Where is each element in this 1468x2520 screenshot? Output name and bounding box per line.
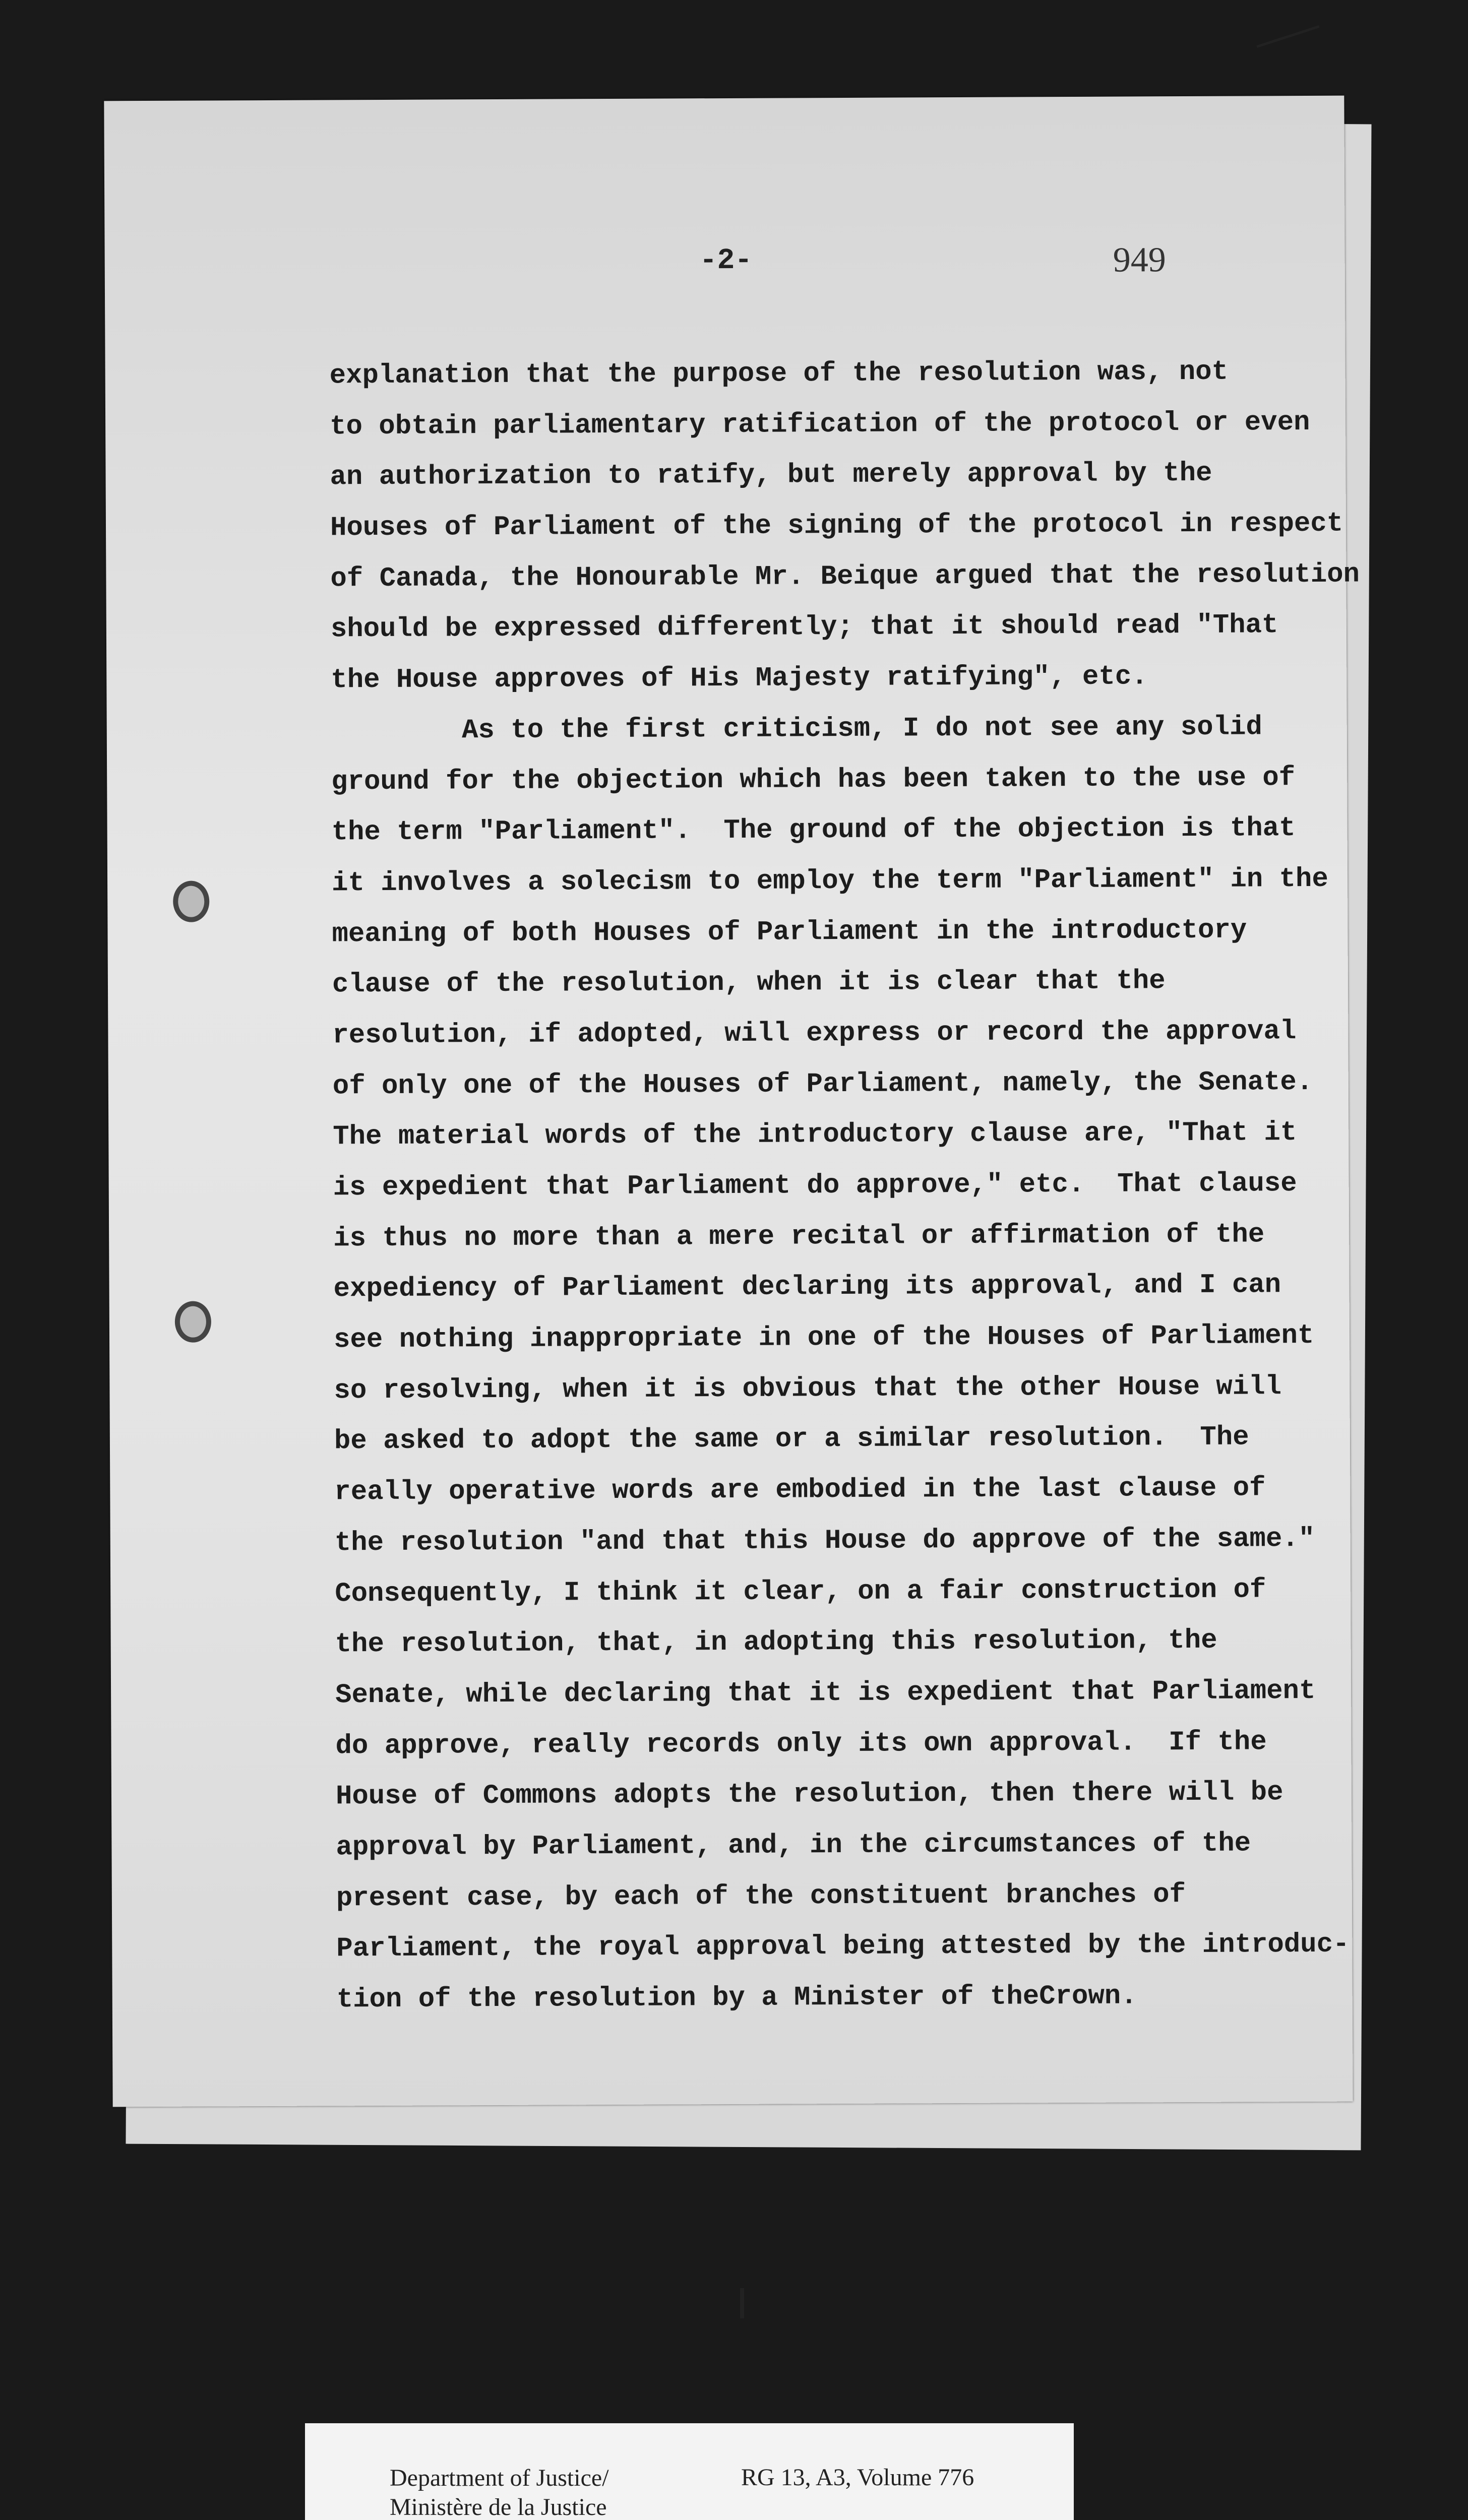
text-line: As to the first criticism, I do not see any solid: [331, 712, 1263, 747]
text-line: tion of the resolution by a Minister of theCrown.: [336, 1981, 1137, 2015]
text-line: the resolution, that, in adopting this resolution, the: [335, 1625, 1217, 1660]
text-line: be asked to adopt the same or a similar resolution. The: [334, 1422, 1249, 1457]
text-line: do approve, really records only its own approval. If the: [335, 1726, 1267, 1761]
text-line: explanation that the purpose of the resolution was, not: [329, 356, 1229, 392]
text-line: of only one of the Houses of Parliament, namely, the Senate.: [332, 1066, 1313, 1102]
text-line: The material words of the introductory clause are, "That it: [333, 1117, 1297, 1153]
text-line: meaning of both Houses of Parliament in the introductory: [332, 915, 1247, 950]
text-line: Senate, while declaring that it is expedient that Parliament: [335, 1675, 1316, 1711]
department-name: Department of Justice/ Ministère de la Justice: [390, 2465, 609, 2520]
text-line: an authorization to ratify, but merely approval by the: [330, 458, 1212, 493]
archive-reference-label: [305, 2423, 1074, 2520]
text-line: clause of the resolution, when it is clear that the: [332, 966, 1166, 1000]
body-text: [329, 346, 1445, 2026]
text-line: to obtain parliamentary ratification of the protocol or even: [330, 407, 1310, 443]
text-line: approval by Parliament, and, in the circumstances of the: [336, 1828, 1251, 1863]
text-line: Consequently, I think it clear, on a fair construction of: [335, 1574, 1266, 1609]
text-line: resolution, if adopted, will express or record the approval: [332, 1016, 1297, 1051]
record-group-reference: RG 13, A3, Volume 776: [741, 2464, 974, 2491]
pen-mark: [1256, 25, 1319, 48]
text-line: so resolving, when it is obvious that the other House will: [334, 1371, 1282, 1407]
text-line: Parliament, the royal approval being attested by the introduc-: [336, 1929, 1350, 1965]
text-line: ground for the objection which has been taken to the use of: [331, 762, 1296, 797]
text-line: the House approves of His Majesty ratifying", etc.: [331, 661, 1148, 696]
text-line: of Canada, the Honourable Mr. Beique argued that the resolution: [330, 559, 1360, 595]
text-line: House of Commons adopts the resolution, then there will be: [335, 1777, 1283, 1812]
folio-number: 949: [1113, 240, 1166, 280]
text-line: is expedient that Parliament do approve," etc. That clause: [333, 1168, 1297, 1204]
text-line: really operative words are embodied in the last clause of: [334, 1473, 1266, 1508]
document-page: [104, 96, 1360, 2107]
text-line: expediency of Parliament declaring its approval, and I can: [333, 1270, 1281, 1305]
text-line: Houses of Parliament of the signing of the protocol in respect: [330, 508, 1343, 544]
punch-hole: [175, 1301, 211, 1342]
pen-mark: [740, 2288, 744, 2318]
punch-hole: [173, 880, 209, 922]
text-line: should be expressed differently; that it should read "That: [330, 610, 1278, 645]
text-line: present case, by each of the constituent branches of: [336, 1879, 1186, 1914]
text-line: it involves a solecism to employ the term "Parliament" in the: [331, 863, 1328, 899]
text-line: the resolution "and that this House do approve of the same.": [334, 1523, 1315, 1559]
text-line: see nothing inappropriate in one of the Houses of Parliament: [333, 1320, 1314, 1356]
text-line: the term "Parliament". The ground of the objection is that: [331, 813, 1296, 848]
text-line: is thus no more than a mere recital or affirmation of the: [333, 1219, 1265, 1254]
page-number: -2-: [699, 244, 753, 278]
